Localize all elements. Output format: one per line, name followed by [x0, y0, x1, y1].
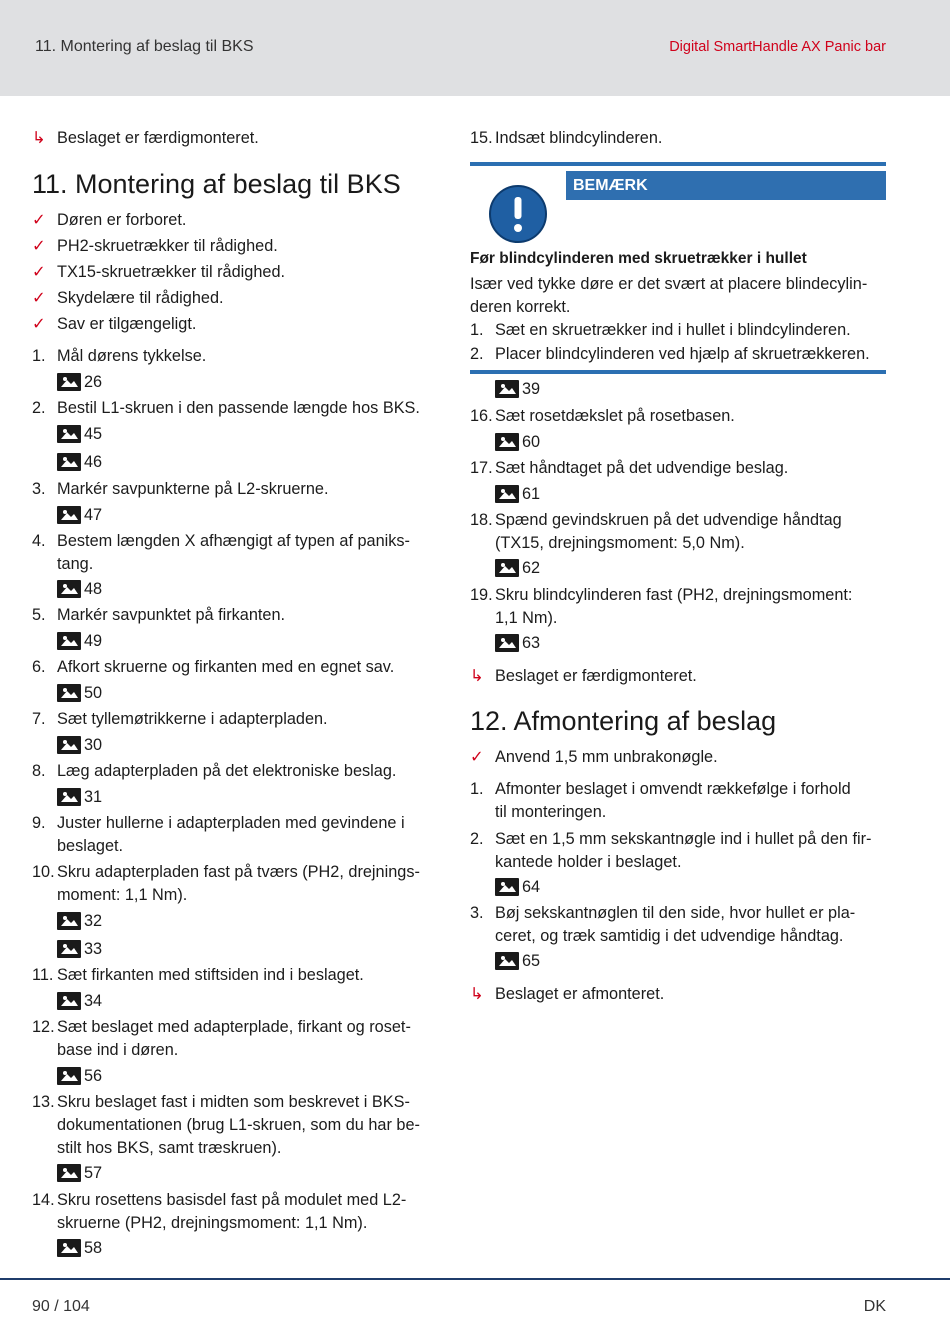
step-text: Bøj sekskantnøglen til den side, hvor hullet er pla- ceret, og træk samtidig i det udvendige håndtag. [495, 904, 856, 945]
figure-number: 62 [522, 558, 541, 577]
checkmark-icon: ✓ [32, 315, 46, 333]
figure-image-icon [495, 878, 519, 896]
step-number: 5. [32, 606, 46, 624]
page-number: 90 / 104 [32, 1298, 90, 1315]
figure-ref [495, 378, 540, 400]
checkmark-icon: ✓ [470, 748, 484, 766]
figure-image-icon [57, 580, 81, 598]
step-number: 18. [470, 511, 493, 529]
figure-ref [57, 504, 102, 526]
step-text: Juster hullerne i adapterpladen med gevindene i beslaget. [57, 814, 405, 855]
prereq-item-text: Skydelære til rådighed. [57, 289, 224, 307]
figure-image-icon [57, 684, 81, 702]
figure-ref [495, 632, 540, 654]
figure-ref [57, 451, 102, 473]
prereq-item-text: PH2-skruetrækker til rådighed. [57, 237, 278, 255]
note-bottom-bar [470, 370, 886, 374]
figure-image-icon [57, 940, 81, 958]
note-label: BEMÆRK [566, 171, 886, 200]
step-text: Skru beslaget fast i midten som beskrevet i BKS- dokumentationen (brug L1-skruen, som du har be- stilt hos BKS, samt træskruen). [57, 1093, 420, 1157]
figure-image-icon [57, 788, 81, 806]
note-body: Især ved tykke døre er det svært at placere blindecylin- deren korrekt. [470, 275, 868, 316]
figure-number: 47 [84, 505, 103, 524]
step-number: 8. [32, 762, 46, 780]
figure-ref [57, 734, 102, 756]
result-line-text: Beslaget er afmonteret. [495, 985, 665, 1003]
step-text: Placer blindcylinderen ved hjælp af skruetrækkeren. [495, 345, 870, 363]
step-number: 17. [470, 459, 493, 477]
section-heading: 12. Afmontering af beslag [470, 706, 777, 736]
figure-ref [57, 938, 102, 960]
figure-number: 31 [84, 787, 103, 806]
result-arrow-icon: ↳ [470, 667, 484, 685]
figure-image-icon [57, 453, 81, 471]
step-number: 16. [470, 407, 493, 425]
figure-number: 34 [84, 991, 103, 1010]
prereq-item-text: TX15-skruetrækker til rådighed. [57, 263, 286, 281]
checkmark-icon: ✓ [32, 263, 46, 281]
figure-image-icon [495, 559, 519, 577]
figure-number: 61 [522, 484, 541, 503]
step-number: 11. [32, 966, 54, 984]
step-number: 3. [470, 904, 484, 922]
figure-ref [57, 371, 102, 393]
figure-ref [57, 990, 102, 1012]
step-number: 6. [32, 658, 46, 676]
step-text: Skru rosettens basisdel fast på modulet med L2- skruerne (PH2, drejningsmoment: 1,1 Nm). [57, 1191, 407, 1232]
figure-number: 57 [84, 1163, 103, 1182]
figure-ref [57, 1065, 102, 1087]
figure-image-icon [495, 380, 519, 398]
step-text: Bestem længden X afhængigt af typen af paniks- tang. [57, 532, 410, 573]
step-text: Skru adapterpladen fast på tværs (PH2, drejnings- moment: 1,1 Nm). [57, 863, 420, 904]
figure-ref [57, 578, 102, 600]
figure-number: 39 [522, 379, 541, 398]
step-text: Indsæt blindcylinderen. [495, 129, 663, 147]
figure-image-icon [57, 506, 81, 524]
step-text: Sæt tyllemøtrikkerne i adapterpladen. [57, 710, 328, 728]
step-text: Sæt håndtaget på det udvendige beslag. [495, 459, 789, 477]
section-heading: 11. Montering af beslag til BKS [32, 169, 401, 199]
result-line-text: Beslaget er færdigmonteret. [495, 667, 697, 685]
step-number: 15. [470, 129, 493, 147]
step-text: Sæt en skruetrækker ind i hullet i blindcylinderen. [495, 321, 851, 339]
checkmark-icon: ✓ [32, 237, 46, 255]
result-arrow-icon: ↳ [32, 129, 46, 147]
figure-ref [57, 910, 102, 932]
figure-ref [57, 786, 102, 808]
figure-image-icon [495, 433, 519, 451]
figure-ref [495, 557, 540, 579]
figure-number: 65 [522, 951, 541, 970]
figure-number: 63 [522, 633, 541, 652]
step-number: 2. [470, 345, 484, 363]
figure-image-icon [495, 952, 519, 970]
figure-number: 46 [84, 452, 103, 471]
header-section-title: 11. Montering af beslag til BKS [35, 38, 254, 55]
step-text: Markér savpunktet på firkanten. [57, 606, 286, 624]
step-text: Sæt rosetdækslet på rosetbasen. [495, 407, 735, 425]
figure-number: 58 [84, 1238, 103, 1257]
language-code: DK [863, 1298, 886, 1315]
step-text: Sæt firkanten med stiftsiden ind i beslaget. [57, 966, 364, 984]
step-number: 12. [32, 1018, 55, 1036]
note-title: Før blindcylinderen med skruetrækker i hullet [470, 250, 807, 267]
figure-image-icon [57, 373, 81, 391]
step-number: 3. [32, 480, 46, 498]
checkmark-icon: ✓ [32, 289, 46, 307]
step-number: 1. [470, 780, 484, 798]
figure-number: 26 [84, 372, 103, 391]
step-text: Afmonter beslaget i omvendt rækkefølge i forhold til monteringen. [495, 780, 851, 821]
figure-ref [495, 431, 540, 453]
footer-divider [0, 1278, 950, 1280]
step-text: Skru blindcylinderen fast (PH2, drejningsmoment: 1,1 Nm). [495, 586, 853, 627]
figure-number: 64 [522, 877, 541, 896]
prereq-item-text: Anvend 1,5 mm unbrakonøgle. [495, 748, 718, 766]
figure-number: 30 [84, 735, 103, 754]
step-text: Sæt beslaget med adapterplade, firkant og roset- base ind i døren. [57, 1018, 411, 1059]
step-text: Markér savpunkterne på L2-skruerne. [57, 480, 329, 498]
exclamation-icon [489, 185, 547, 243]
figure-ref [57, 423, 102, 445]
page-header [0, 0, 950, 96]
step-number: 14. [32, 1191, 55, 1209]
figure-ref [495, 876, 540, 898]
figure-image-icon [57, 1164, 81, 1182]
figure-number: 33 [84, 939, 103, 958]
figure-number: 50 [84, 683, 103, 702]
step-number: 1. [470, 321, 484, 339]
figure-image-icon [57, 1067, 81, 1085]
step-number: 2. [470, 830, 484, 848]
figure-image-icon [57, 425, 81, 443]
step-text: Mål dørens tykkelse. [57, 347, 207, 365]
result-arrow-icon: ↳ [470, 985, 484, 1003]
step-text: Læg adapterpladen på det elektroniske beslag. [57, 762, 397, 780]
step-number: 9. [32, 814, 46, 832]
figure-ref [495, 483, 540, 505]
figure-image-icon [495, 634, 519, 652]
step-text: Afkort skruerne og firkanten med en egnet sav. [57, 658, 395, 676]
step-number: 4. [32, 532, 46, 550]
figure-image-icon [57, 736, 81, 754]
figure-image-icon [495, 485, 519, 503]
checkmark-icon: ✓ [32, 211, 46, 229]
step-number: 7. [32, 710, 46, 728]
figure-image-icon [57, 632, 81, 650]
step-number: 19. [470, 586, 493, 604]
figure-number: 49 [84, 631, 103, 650]
figure-number: 32 [84, 911, 103, 930]
figure-number: 60 [522, 432, 541, 451]
step-number: 13. [32, 1093, 55, 1111]
figure-ref [57, 1237, 102, 1259]
figure-number: 48 [84, 579, 103, 598]
step-text: Spænd gevindskruen på det udvendige håndtag (TX15, drejningsmoment: 5,0 Nm). [495, 511, 842, 552]
figure-ref [57, 682, 102, 704]
figure-ref [495, 950, 540, 972]
step-number: 1. [32, 347, 46, 365]
step-text: Bestil L1-skruen i den passende længde hos BKS. [57, 399, 420, 417]
header-product-name: Digital SmartHandle AX Panic bar [669, 39, 886, 55]
figure-image-icon [57, 1239, 81, 1257]
figure-image-icon [57, 992, 81, 1010]
figure-image-icon [57, 912, 81, 930]
note-top-bar [470, 162, 886, 166]
prereq-item-text: Døren er forboret. [57, 211, 187, 229]
step-number: 2. [32, 399, 46, 417]
figure-ref [57, 630, 102, 652]
step-text: Sæt en 1,5 mm sekskantnøgle ind i hullet på den fir- kantede holder i beslaget. [495, 830, 872, 871]
step-number: 10. [32, 863, 55, 881]
figure-number: 45 [84, 424, 103, 443]
figure-ref [57, 1162, 102, 1184]
result-line-text: Beslaget er færdigmonteret. [57, 129, 259, 147]
figure-number: 56 [84, 1066, 103, 1085]
prereq-item-text: Sav er tilgængeligt. [57, 315, 197, 333]
